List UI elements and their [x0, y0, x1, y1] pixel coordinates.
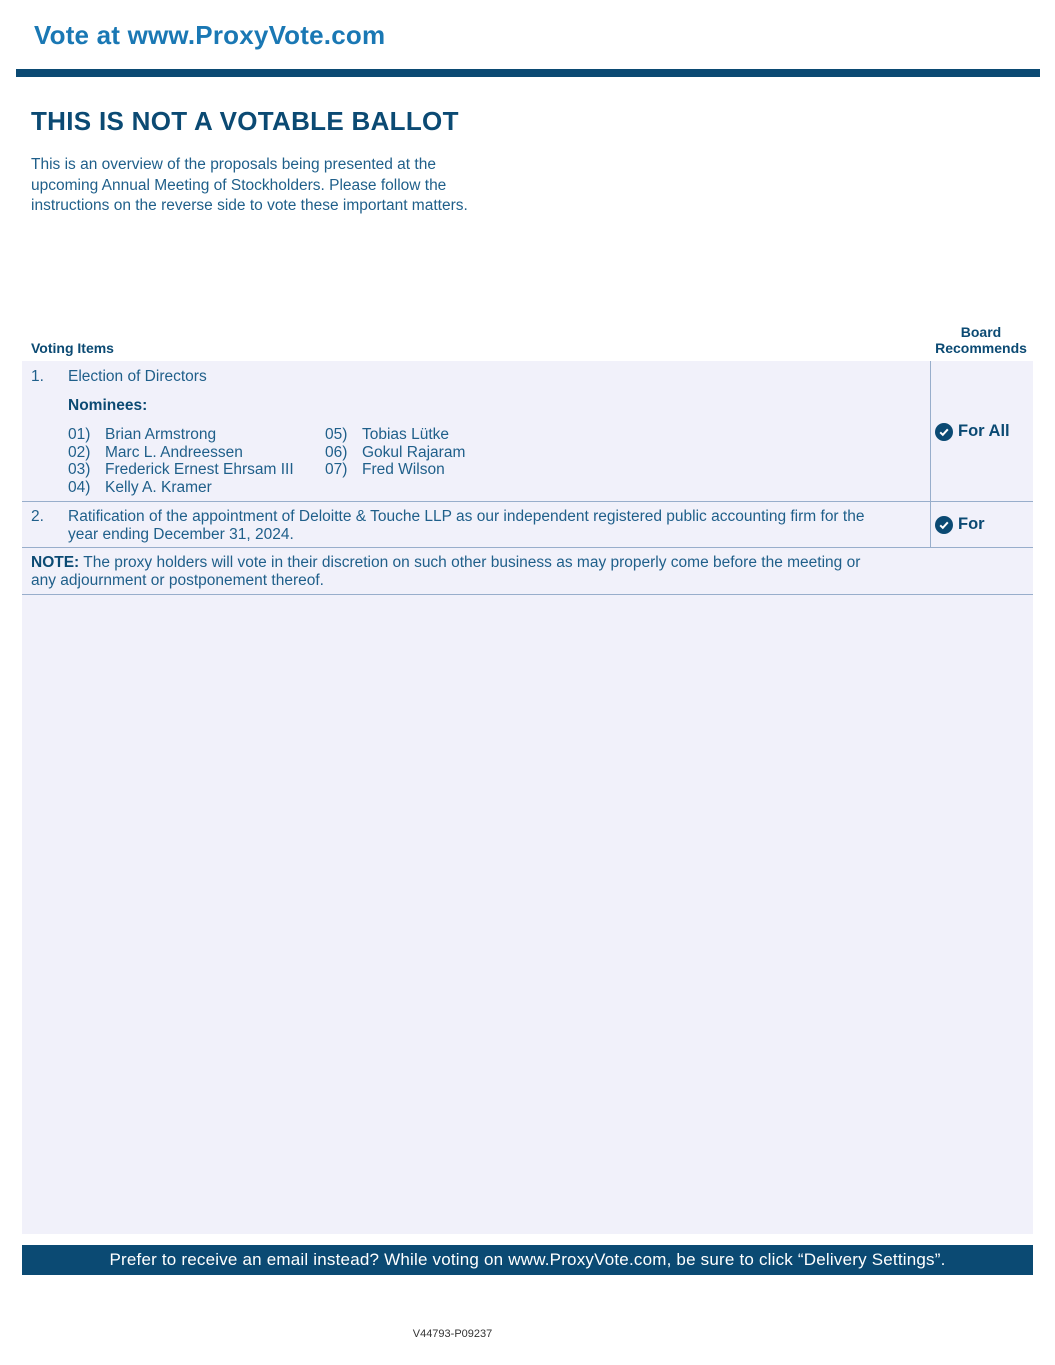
item-text-line: year ending December 31, 2024. [68, 525, 294, 543]
nominee-number: 03) [68, 461, 91, 478]
nominee [68, 461, 294, 479]
document-code: V44793-P09237 [412, 1328, 493, 1340]
nominee-number: 05) [325, 426, 348, 443]
nominee-number: 01) [68, 426, 91, 443]
nominee-name: Kelly A. Kramer [105, 478, 212, 496]
note-line [31, 554, 931, 572]
item-text-ratification [68, 508, 928, 543]
row-divider [22, 594, 1033, 595]
intro-paragraph [31, 155, 531, 217]
checkmark-icon [935, 516, 953, 534]
nominee [68, 479, 212, 497]
recommendation-label: For [958, 515, 985, 533]
row-divider [22, 547, 1033, 548]
nominee-name: Marc L. Andreessen [105, 443, 243, 461]
item-text-line: Ratification of the appointment of Deloitte & Touche LLP as our independent registered public accounting firm for the [68, 508, 865, 525]
item-title-election: Election of Directors [68, 368, 207, 385]
nominee-number: 04) [68, 478, 91, 496]
recommendation-for-all [935, 422, 1010, 441]
recommend-column-divider [930, 361, 931, 547]
note-text [31, 554, 931, 589]
nominee-number: 07) [325, 461, 348, 478]
note-label: NOTE: [31, 554, 80, 571]
nominees-label: Nominees: [68, 397, 148, 414]
board-header-line2: Recommends [935, 340, 1027, 356]
voting-items-header: Voting Items [31, 340, 114, 356]
nominee-number: 06) [325, 443, 348, 461]
nominee [68, 444, 243, 462]
note-line: any adjournment or postponement thereof. [31, 571, 324, 589]
nominee-name: Brian Armstrong [105, 426, 217, 443]
nominee-name: Frederick Ernest Ehrsam III [105, 461, 294, 478]
email-delivery-banner: Prefer to receive an email instead? While voting on www.ProxyVote.com, be sure to click “Delivery Settings”. [22, 1245, 1033, 1275]
nominee-name: Fred Wilson [362, 461, 445, 478]
proxyvote-link[interactable]: Vote at www.ProxyVote.com [34, 20, 386, 50]
page-title: THIS IS NOT A VOTABLE BALLOT [31, 106, 459, 136]
checkmark-icon [935, 423, 953, 441]
header-divider [16, 69, 1040, 77]
intro-line: This is an overview of the proposals being presented at the [31, 156, 436, 173]
note-body: The proxy holders will vote in their discretion on such other business as may properly come before the meeting or [79, 554, 861, 571]
nominee-name: Tobias Lütke [362, 426, 450, 443]
nominee-number: 02) [68, 443, 91, 461]
intro-line: upcoming Annual Meeting of Stockholders. Please follow the [31, 176, 447, 194]
item-number: 2. [31, 508, 44, 525]
nominee [325, 426, 449, 444]
intro-line: instructions on the reverse side to vote these important matters. [31, 197, 468, 214]
board-header-line1: Board [960, 324, 1002, 340]
recommendation-label: For All [958, 422, 1010, 440]
nominee [68, 426, 216, 444]
recommendation-for [935, 515, 985, 534]
board-recommends-header [930, 324, 1032, 356]
nominee [325, 461, 445, 479]
row-divider [22, 501, 1033, 502]
nominee [325, 444, 465, 462]
item-number: 1. [31, 368, 44, 385]
nominee-name: Gokul Rajaram [362, 443, 466, 461]
